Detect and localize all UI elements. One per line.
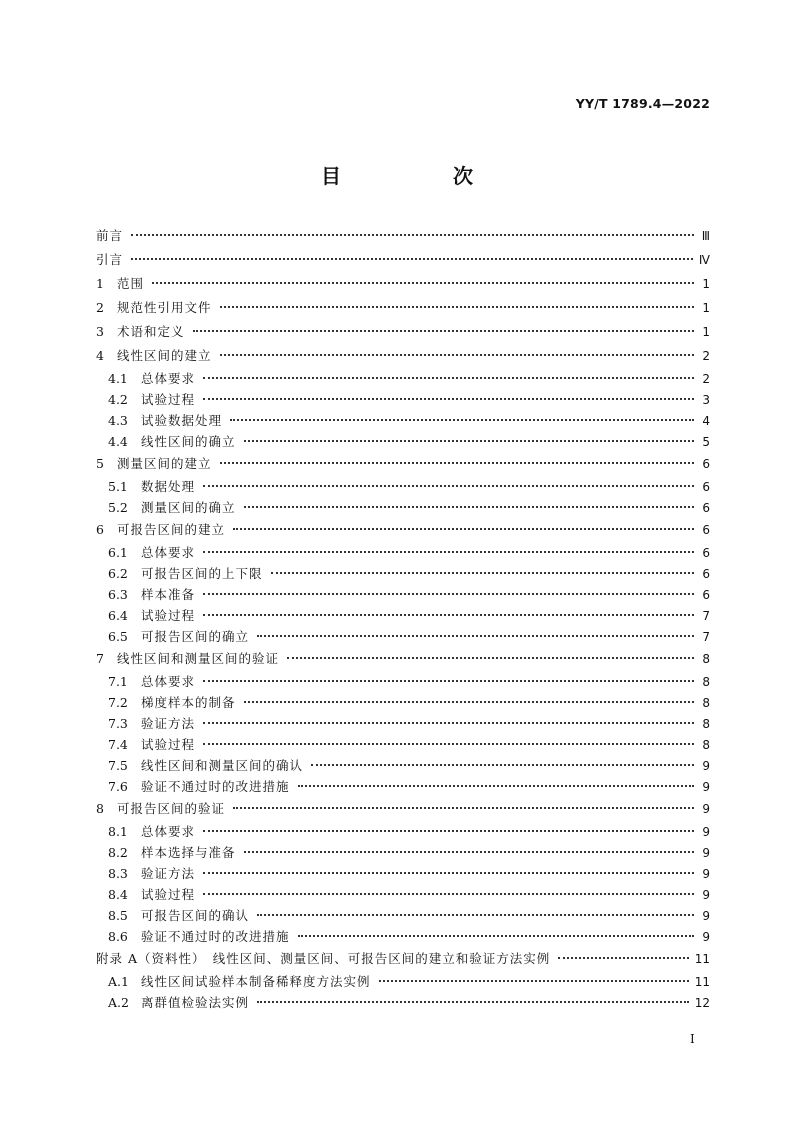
toc-entry[interactable] (96, 863, 710, 884)
toc-dot-leader (203, 593, 694, 595)
toc-entry-page: 9 (702, 780, 710, 794)
toc-dot-leader (220, 354, 694, 356)
toc-entry-label: 术语和定义 (117, 324, 185, 339)
toc-dot-leader (379, 980, 689, 982)
toc-entry-label: 试验过程 (141, 392, 196, 407)
toc-entry-label: 线性区间和测量区间的确认 (141, 758, 304, 773)
toc-dot-leader (203, 893, 694, 895)
toc-dot-leader (244, 506, 694, 508)
toc-entry-number: 8.2 (108, 845, 128, 860)
toc-entry[interactable] (96, 926, 710, 947)
toc-entry-label: 引言 (96, 252, 124, 267)
toc-dot-leader (203, 872, 694, 874)
toc-entry-label: 规范性引用文件 (117, 300, 212, 315)
toc-entry-page: 6 (702, 480, 710, 494)
toc-entry-page: 1 (702, 325, 710, 339)
toc-entry-label: 试验过程 (141, 737, 196, 752)
toc-dot-leader (233, 807, 694, 809)
page-title: 目 次 (321, 164, 519, 188)
toc-entry-number: 8.6 (108, 929, 128, 944)
toc-entry-page: 9 (702, 909, 710, 923)
toc-entry-page: 7 (702, 630, 710, 644)
toc-entry-label: 离群值检验法实例 (141, 995, 250, 1010)
toc-entry-page: 9 (702, 888, 710, 902)
toc-dot-leader (203, 551, 694, 553)
toc-entry[interactable] (96, 224, 710, 248)
toc-entry-label: 验证方法 (141, 716, 196, 731)
toc-entry-number: 7.1 (108, 674, 128, 689)
toc-entry[interactable] (96, 248, 710, 272)
toc-entry-label: 总体要求 (141, 545, 196, 560)
toc-entry-number: A.1 (108, 974, 129, 989)
toc-entry-page: 4 (702, 414, 710, 428)
toc-entry[interactable] (96, 320, 710, 344)
toc-entry-label: 试验过程 (141, 887, 196, 902)
toc-entry-page: 2 (702, 372, 710, 386)
toc-entry-label: 梯度样本的制备 (141, 695, 236, 710)
toc-entry-number: 6.5 (108, 629, 128, 644)
toc-entry[interactable] (96, 389, 710, 410)
toc-entry-label: 验证不通过时的改进措施 (141, 779, 290, 794)
toc-entry-number: 6.3 (108, 587, 128, 602)
toc-dot-leader (203, 398, 694, 400)
toc-entry-number: 6.4 (108, 608, 128, 623)
toc-entry-page: 6 (702, 523, 710, 537)
toc-entry-number: 3 (96, 324, 104, 339)
toc-entry-label: 线性区间的确立 (141, 434, 236, 449)
toc-entry[interactable] (96, 563, 710, 584)
toc-entry-label: 试验过程 (141, 608, 196, 623)
toc-entry[interactable] (96, 647, 710, 671)
toc-entry[interactable] (96, 452, 710, 476)
toc-dot-leader (193, 330, 694, 332)
toc-dot-leader (220, 306, 694, 308)
toc-entry-number: 4.1 (108, 371, 128, 386)
toc-entry[interactable] (96, 671, 710, 692)
toc-entry-number: 8 (96, 801, 104, 816)
toc-entry-number: 7.6 (108, 779, 128, 794)
toc-entry-page: 9 (702, 802, 710, 816)
toc-dot-leader (131, 234, 694, 236)
toc-dot-leader (233, 528, 694, 530)
toc-entry-label: 前言 (96, 228, 124, 243)
toc-entry-page: 1 (702, 277, 710, 291)
toc-entry[interactable] (96, 713, 710, 734)
toc-entry-label: 可报告区间的确立 (141, 629, 250, 644)
toc-entry[interactable] (96, 947, 710, 971)
toc-entry-label: 测量区间的建立 (117, 456, 212, 471)
toc-entry[interactable] (96, 905, 710, 926)
toc-entry-page: 7 (702, 609, 710, 623)
toc-entry-page: 9 (702, 930, 710, 944)
toc-dot-leader (220, 462, 694, 464)
toc-entry[interactable] (96, 410, 710, 431)
toc-dot-leader (257, 635, 694, 637)
toc-entry-number: 6 (96, 522, 104, 537)
toc-entry-number: 6.1 (108, 545, 128, 560)
toc-entry[interactable] (96, 734, 710, 755)
toc-entry-label: 可报告区间的建立 (117, 522, 226, 537)
toc-dot-leader (203, 680, 694, 682)
toc-entry-page: 1 (702, 301, 710, 315)
toc-entry[interactable] (96, 431, 710, 452)
toc-entry-label: 可报告区间的确认 (141, 908, 250, 923)
toc-entry[interactable] (96, 605, 710, 626)
toc-entry-label: 总体要求 (141, 674, 196, 689)
toc-dot-leader (244, 701, 694, 703)
toc-dot-leader (203, 830, 694, 832)
toc-entry-number: 4 (96, 348, 104, 363)
toc-entry-label: 验证不通过时的改进措施 (141, 929, 290, 944)
toc-entry-label: 样本准备 (141, 587, 196, 602)
toc-entry-number: 8.4 (108, 887, 128, 902)
toc-entry[interactable] (96, 497, 710, 518)
toc-entry-number: 4.2 (108, 392, 128, 407)
toc-entry-page: 8 (702, 717, 710, 731)
toc-entry[interactable] (96, 296, 710, 320)
toc-entry-number: 8.5 (108, 908, 128, 923)
toc-dot-leader (271, 572, 694, 574)
toc-entry-page: 6 (702, 501, 710, 515)
toc-entry-label: 线性区间和测量区间的验证 (117, 651, 280, 666)
toc-entry[interactable] (96, 368, 710, 389)
toc-entry-number: 7.5 (108, 758, 128, 773)
toc-entry-page: 8 (702, 696, 710, 710)
toc-entry[interactable] (96, 626, 710, 647)
toc-entry-label: 范围 (117, 276, 145, 291)
toc-entry-number: 4.4 (108, 434, 128, 449)
toc-entry-page: 9 (702, 846, 710, 860)
toc-entry-number: 6.2 (108, 566, 128, 581)
toc-entry-number: 5.1 (108, 479, 128, 494)
toc-entry[interactable] (96, 797, 710, 821)
toc-dot-leader (203, 377, 694, 379)
toc-entry-page: 8 (702, 738, 710, 752)
toc-entry-page: Ⅲ (701, 229, 710, 243)
toc-entry-page: 11 (694, 975, 710, 989)
toc-entry-label: 可报告区间的验证 (117, 801, 226, 816)
toc-dot-leader (244, 440, 694, 442)
toc-entry-label: 线性区间试验样本制备稀释度方法实例 (141, 974, 371, 989)
toc-entry[interactable] (96, 884, 710, 905)
toc-entry-number: 7.2 (108, 695, 128, 710)
toc-entry[interactable] (96, 542, 710, 563)
toc-entry-number: 4.3 (108, 413, 128, 428)
toc-entry-label: 验证方法 (141, 866, 196, 881)
toc-entry[interactable] (96, 842, 710, 863)
toc-entry-page: 11 (694, 952, 710, 966)
toc-entry-label: 数据处理 (141, 479, 196, 494)
page-number: I (690, 1032, 695, 1046)
toc-entry[interactable] (96, 344, 710, 368)
toc-entry-page: 9 (702, 867, 710, 881)
toc-entry-number: 7.3 (108, 716, 128, 731)
toc-entry-page: 5 (702, 435, 710, 449)
toc-entry-page: 12 (694, 996, 710, 1010)
toc-entry-number: A.2 (108, 995, 129, 1010)
toc-entry-number: 8.1 (108, 824, 128, 839)
toc-entry[interactable] (96, 272, 710, 296)
table-of-contents (96, 224, 710, 1013)
toc-entry-label: 总体要求 (141, 824, 196, 839)
toc-entry-page: 2 (702, 349, 710, 363)
toc-entry-page: 9 (702, 759, 710, 773)
toc-entry-number: 7.4 (108, 737, 128, 752)
toc-entry[interactable] (96, 992, 710, 1013)
toc-entry-number: 1 (96, 276, 104, 291)
toc-entry[interactable] (96, 584, 710, 605)
toc-entry-page: Ⅳ (698, 253, 710, 267)
toc-dot-leader (203, 614, 694, 616)
toc-entry-number: 7 (96, 651, 104, 666)
toc-entry-number: 5 (96, 456, 104, 471)
toc-dot-leader (203, 743, 694, 745)
toc-entry-label: 样本选择与准备 (141, 845, 236, 860)
toc-entry[interactable] (96, 518, 710, 542)
toc-dot-leader (298, 935, 694, 937)
toc-entry-page: 8 (702, 652, 710, 666)
toc-entry[interactable] (96, 755, 710, 776)
toc-entry-page: 6 (702, 588, 710, 602)
toc-dot-leader (152, 282, 694, 284)
toc-entry-label: 总体要求 (141, 371, 196, 386)
toc-entry-page: 9 (702, 825, 710, 839)
toc-entry-page: 8 (702, 675, 710, 689)
toc-entry-page: 6 (702, 457, 710, 471)
toc-entry-page: 6 (702, 546, 710, 560)
toc-entry[interactable] (96, 476, 710, 497)
toc-dot-leader (311, 764, 694, 766)
toc-dot-leader (287, 657, 694, 659)
toc-dot-leader (131, 258, 693, 260)
toc-entry-label: 线性区间的建立 (117, 348, 212, 363)
toc-entry[interactable] (96, 776, 710, 797)
toc-entry[interactable] (96, 692, 710, 713)
toc-entry-number: 2 (96, 300, 104, 315)
toc-dot-leader (203, 722, 694, 724)
toc-entry-label: 测量区间的确立 (141, 500, 236, 515)
toc-entry-page: 6 (702, 567, 710, 581)
toc-dot-leader (244, 851, 694, 853)
toc-dot-leader (257, 1001, 689, 1003)
toc-entry-label: 可报告区间的上下限 (141, 566, 263, 581)
toc-entry-label: 附录 A（资料性） 线性区间、测量区间、可报告区间的建立和验证方法实例 (96, 951, 551, 966)
toc-entry[interactable] (96, 971, 710, 992)
standard-code: YY/T 1789.4—2022 (575, 96, 710, 111)
toc-entry-number: 8.3 (108, 866, 128, 881)
toc-dot-leader (257, 914, 694, 916)
toc-entry-page: 3 (702, 393, 710, 407)
toc-dot-leader (558, 957, 688, 959)
toc-dot-leader (230, 419, 694, 421)
toc-dot-leader (298, 785, 694, 787)
toc-entry-label: 试验数据处理 (141, 413, 223, 428)
toc-dot-leader (203, 485, 694, 487)
toc-entry-number: 5.2 (108, 500, 128, 515)
toc-entry[interactable] (96, 821, 710, 842)
